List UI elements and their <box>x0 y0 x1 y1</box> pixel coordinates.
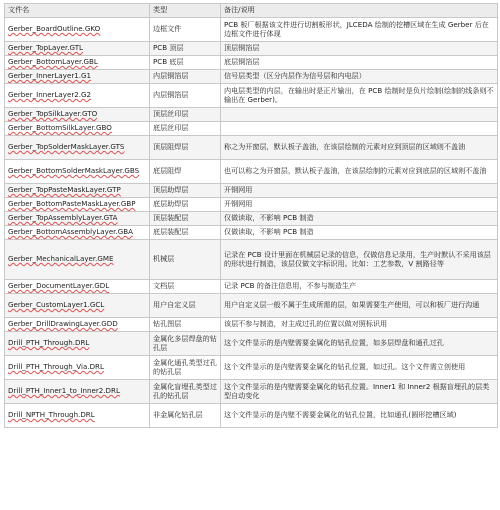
table-row <box>5 56 498 70</box>
type-cell <box>150 212 221 226</box>
table-row <box>5 70 498 84</box>
table-row <box>5 184 498 198</box>
filename-cell <box>5 122 150 136</box>
filename-cell-text: Gerber_BottomSilkLayer.GBO <box>8 123 112 133</box>
type-cell-text: 顶层阻焊层 <box>153 142 189 152</box>
note-cell <box>221 332 498 356</box>
type-cell <box>150 70 221 84</box>
type-cell-text: PCB 底层 <box>153 57 184 67</box>
note-cell-text: 该层不参与制造，对主成过孔的位置以做对照标识用 <box>224 319 388 329</box>
filename-cell <box>5 380 150 404</box>
note-cell <box>221 380 498 404</box>
note-cell-text: 仅做读取，不影响 PCB 制造 <box>224 227 314 237</box>
table-row <box>5 198 498 212</box>
filename-cell <box>5 70 150 84</box>
type-cell <box>150 226 221 240</box>
filename-cell-text: Gerber_TopPasteMaskLayer.GTP <box>8 185 121 195</box>
filename-cell-text: Gerber_BottomAssemblyLayer.GBA <box>8 227 133 237</box>
note-cell-text: 开钢网用 <box>224 199 253 209</box>
type-cell-text: 顶层装配层 <box>153 213 189 223</box>
type-cell-text: 金属化多层焊盘的钻孔层 <box>153 333 217 352</box>
type-cell-text: 底层阻焊 <box>153 166 182 176</box>
note-cell-text: 记录 PCB 的备注信息用，不参与制造生产 <box>224 281 357 291</box>
filename-cell-text: Gerber_DocumentLayer.GDL <box>8 281 110 291</box>
filename-cell <box>5 404 150 428</box>
type-cell-text: 内层铜箔层 <box>153 90 189 100</box>
filename-cell-text: Gerber_BottomPasteMaskLayer.GBP <box>8 199 136 209</box>
type-cell <box>150 56 221 70</box>
table-row <box>5 136 498 160</box>
table-row <box>5 226 498 240</box>
table-row <box>5 356 498 380</box>
note-cell <box>221 160 498 184</box>
note-cell <box>221 18 498 42</box>
type-cell-text: 内层铜箔层 <box>153 71 189 81</box>
note-cell-text: 内电层类型的内层，在输出时是正片输出，在 PCB 绘制时是负片绘制(绘制的线条则不输出在 Gerber)。 <box>224 85 494 104</box>
filename-cell <box>5 198 150 212</box>
filename-cell <box>5 160 150 184</box>
note-cell <box>221 84 498 108</box>
type-cell <box>150 318 221 332</box>
note-cell <box>221 198 498 212</box>
header-filename: 文件名 <box>5 4 150 18</box>
table-row <box>5 18 498 42</box>
filename-cell <box>5 318 150 332</box>
filename-cell-text: Gerber_BoardOutline.GKO <box>8 24 101 34</box>
note-cell-text: 用户自定义层一般不属于生成所需的层，如果需要生产使用，可以和板厂进行沟通 <box>224 300 480 310</box>
filename-cell <box>5 136 150 160</box>
type-cell-text: 文档层 <box>153 281 175 291</box>
table-row <box>5 332 498 356</box>
note-cell <box>221 356 498 380</box>
table-row <box>5 84 498 108</box>
filename-cell-text: Drill_PTH_Through.DRL <box>8 338 90 348</box>
table-body <box>5 18 498 428</box>
type-cell <box>150 184 221 198</box>
note-cell <box>221 294 498 318</box>
filename-cell <box>5 18 150 42</box>
note-cell <box>221 122 498 136</box>
filename-cell <box>5 42 150 56</box>
type-cell-text: PCB 顶层 <box>153 43 184 53</box>
table-row <box>5 404 498 428</box>
note-cell <box>221 212 498 226</box>
type-cell <box>150 108 221 122</box>
filename-cell-text: Drill_NPTH_Through.DRL <box>8 410 95 420</box>
table-row <box>5 160 498 184</box>
filename-cell-text: Gerber_TopLayer.GTL <box>8 43 83 53</box>
filename-cell-text: Gerber_InnerLayer2.G2 <box>8 90 92 100</box>
type-cell <box>150 18 221 42</box>
type-cell <box>150 356 221 380</box>
table-row <box>5 280 498 294</box>
type-cell <box>150 280 221 294</box>
filename-cell <box>5 332 150 356</box>
type-cell <box>150 240 221 280</box>
type-cell <box>150 122 221 136</box>
note-cell <box>221 108 498 122</box>
note-cell-text: 顶层铜箔层 <box>224 43 260 53</box>
note-cell <box>221 136 498 160</box>
note-cell-text: 也可以称之为开窗层，默认板子盖油，在该层绘制的元素对应到底层的区域则不盖油 <box>224 166 487 176</box>
header-type: 类型 <box>150 4 221 18</box>
table-row <box>5 318 498 332</box>
type-cell-text: 顶层丝印层 <box>153 109 189 119</box>
type-cell <box>150 42 221 56</box>
note-cell <box>221 240 498 280</box>
note-cell <box>221 70 498 84</box>
note-cell <box>221 42 498 56</box>
note-cell-text: 这个文件显示的是内壁需要金属化的钻孔位置，如过孔。这个文件需立创使用 <box>224 362 466 372</box>
type-cell <box>150 198 221 212</box>
header-note: 备注/说明 <box>221 4 498 18</box>
filename-cell-text: Gerber_InnerLayer1.G1 <box>8 71 92 81</box>
filename-cell-text: Drill_PTH_Inner1_to_Inner2.DRL <box>8 386 120 396</box>
table-row <box>5 108 498 122</box>
filename-cell <box>5 280 150 294</box>
table-row <box>5 380 498 404</box>
type-cell-text: 底层丝印层 <box>153 123 189 133</box>
note-cell-text: 这个文件显示的是内壁不需要金属化的钻孔位置，比如通孔(圆形挖槽区域) <box>224 410 457 420</box>
type-cell-text: 非金属化钻孔层 <box>153 410 203 420</box>
type-cell-text: 顶层助焊层 <box>153 185 189 195</box>
filename-cell-text: Gerber_BottomSolderMaskLayer.GBS <box>8 166 140 176</box>
note-cell-text: 记录在 PCB 设计里面在机械层记录的信息，仅做信息记录用，生产时默认不采用该层的形状进行制造，该层仅做文字标识用。比如：工艺参数，V 割路径等 <box>224 249 491 268</box>
filename-cell-text: Gerber_MechanicalLayer.GME <box>8 254 114 264</box>
type-cell <box>150 380 221 404</box>
filename-cell <box>5 240 150 280</box>
note-cell-text: 称之为开窗层，默认板子盖油，在该层绘制的元素对应到顶层的区域则不盖油 <box>224 142 466 152</box>
note-cell <box>221 226 498 240</box>
note-cell-text: 这个文件显示的是内壁需要金属化的钻孔位置，如多层焊盘和通孔过孔 <box>224 338 444 348</box>
type-cell-text: 底层装配层 <box>153 227 189 237</box>
filename-cell <box>5 356 150 380</box>
type-cell-text: 金属化盲埋孔类型过孔的钻孔层 <box>153 381 217 400</box>
filename-cell-text: Drill_PTH_Through_Via.DRL <box>8 362 104 372</box>
filename-cell-text: Gerber_TopAssemblyLayer.GTA <box>8 213 118 223</box>
filename-cell <box>5 84 150 108</box>
type-cell <box>150 84 221 108</box>
filename-cell <box>5 226 150 240</box>
type-cell <box>150 404 221 428</box>
note-cell <box>221 280 498 294</box>
filename-cell <box>5 108 150 122</box>
filename-cell-text: Gerber_TopSilkLayer.GTO <box>8 109 98 119</box>
filename-cell <box>5 212 150 226</box>
filename-cell <box>5 294 150 318</box>
type-cell-text: 底层助焊层 <box>153 199 189 209</box>
filename-cell-text: Gerber_DrillDrawingLayer.GDD <box>8 319 118 329</box>
note-cell <box>221 56 498 70</box>
note-cell-text: 信号层类型（区分内层作为信号层和内电层） <box>224 71 366 81</box>
filename-cell-text: Gerber_CustomLayer1.GCL <box>8 300 105 310</box>
filename-cell-text: Gerber_TopSolderMaskLayer.GTS <box>8 142 125 152</box>
table-row <box>5 42 498 56</box>
type-cell <box>150 294 221 318</box>
table-row <box>5 212 498 226</box>
note-cell <box>221 404 498 428</box>
type-cell-text: 钻孔图层 <box>153 319 182 329</box>
type-cell <box>150 332 221 356</box>
gerber-file-table <box>4 3 498 428</box>
type-cell-text: 机械层 <box>153 254 175 264</box>
type-cell-text: 用户自定义层 <box>153 300 196 310</box>
filename-cell <box>5 184 150 198</box>
type-cell <box>150 136 221 160</box>
table-header-row <box>5 4 498 18</box>
note-cell-text: PCB 板厂根据该文件进行切割板形状，JLCEDA 绘制的挖槽区域在生成 Gerber 后在边框文件进行体现 <box>224 19 489 38</box>
note-cell-text: 底层铜箔层 <box>224 57 260 67</box>
note-cell <box>221 318 498 332</box>
table-row <box>5 240 498 280</box>
type-cell <box>150 160 221 184</box>
filename-cell-text: Gerber_BottomLayer.GBL <box>8 57 98 67</box>
note-cell-text: 这个文件显示的是内壁需要金属化的钻孔位置。Inner1 和 Inner2 根据盲埋孔的层类型自动变化 <box>224 381 490 400</box>
note-cell-text: 仅做读取，不影响 PCB 制造 <box>224 213 314 223</box>
filename-cell <box>5 56 150 70</box>
type-cell-text: 边框文件 <box>153 24 182 34</box>
note-cell-text: 开钢网用 <box>224 185 253 195</box>
note-cell <box>221 184 498 198</box>
type-cell-text: 金属化通孔类型过孔的钻孔层 <box>153 357 217 376</box>
table-row <box>5 122 498 136</box>
table-row <box>5 294 498 318</box>
